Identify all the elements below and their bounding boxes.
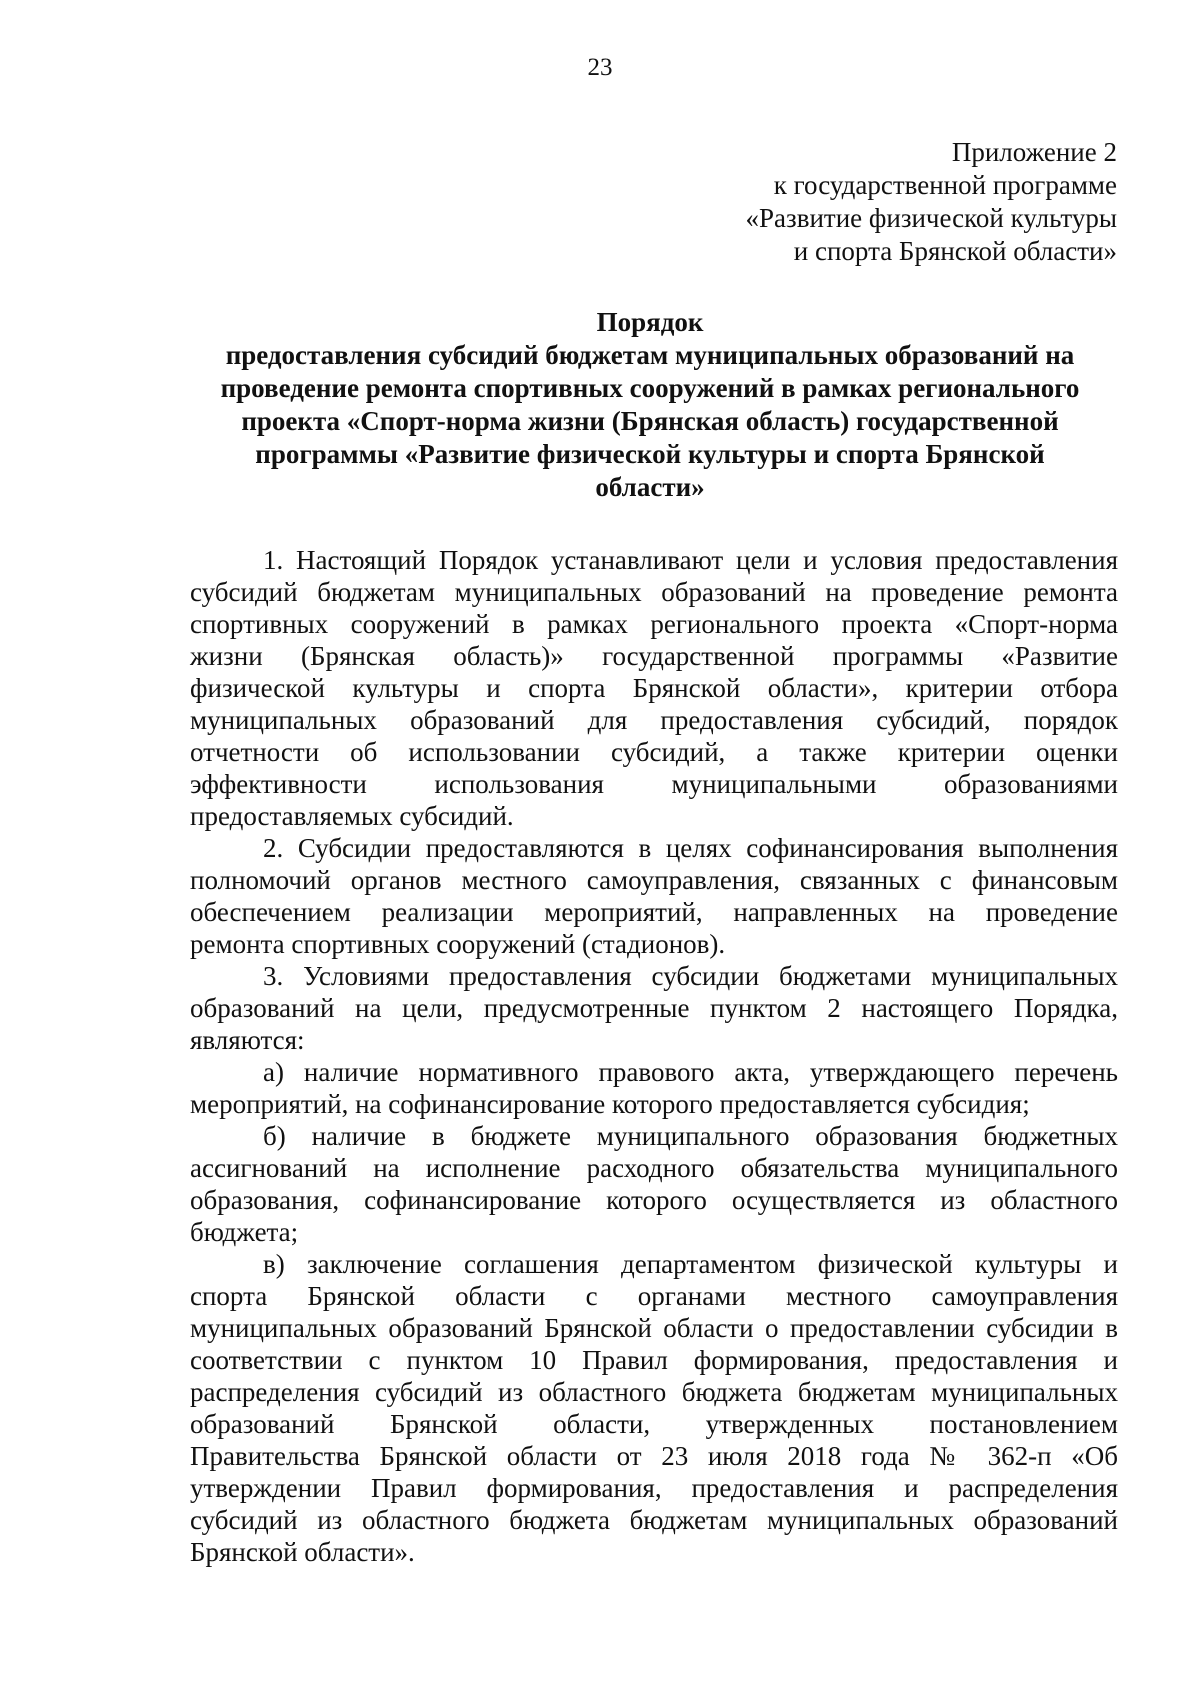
text-line: образований на цели, предусмотренные пунктом 2 настоящего Порядка, [190, 993, 1118, 1023]
title-line: предоставления субсидий бюджетам муниципальных образований на [225, 340, 1075, 370]
title-line: проведение ремонта спортивных сооружений в рамках регионального [220, 373, 1080, 403]
text-line: субсидий бюджетам муниципальных образований на проведение ремонта [190, 577, 1118, 607]
text-line: образований Брянской области, утвержденных постановлением [190, 1409, 1118, 1439]
text-line: образования, софинансирование которого осуществляется из областного [190, 1185, 1118, 1215]
document-title [180, 306, 1120, 504]
paragraph-3b [190, 1120, 1118, 1248]
appendix-line: «Развитие физической культуры [745, 203, 1117, 233]
title-line: программы «Развитие физической культуры и спорта Брянской [255, 439, 1045, 469]
text-line: 2. Субсидии предоставляются в целях софинансирования выполнения [263, 833, 1118, 863]
text-line: спортивных сооружений в рамках регионального проекта «Спорт-норма [190, 609, 1118, 639]
text-line: соответствии с пунктом 10 Правил формирования, предоставления и [190, 1345, 1118, 1375]
text-line: Брянской области». [190, 1537, 415, 1567]
text-line: бюджета; [190, 1217, 299, 1247]
appendix-line: к государственной программе [773, 170, 1117, 200]
text-line: муниципальных образований для предоставления субсидий, порядок [190, 705, 1118, 735]
text-line: а) наличие нормативного правового акта, утверждающего перечень [263, 1057, 1118, 1087]
text-line: обеспечением реализации мероприятий, направленных на проведение [190, 897, 1118, 927]
page-number: 23 [587, 54, 613, 81]
text-line: спорта Брянской области с органами местного самоуправления [190, 1281, 1118, 1311]
text-line: являются: [190, 1025, 305, 1055]
text-line: субсидий из областного бюджета бюджетам муниципальных образований [190, 1505, 1118, 1535]
text-line: ремонта спортивных сооружений (стадионов). [190, 929, 726, 959]
text-line: эффективности использования муниципальными образованиями [190, 769, 1118, 799]
title-line: Порядок [596, 307, 704, 337]
appendix-line: Приложение 2 [951, 137, 1117, 167]
paragraph-3 [190, 960, 1118, 1056]
text-line: полномочий органов местного самоуправления, связанных с финансовым [190, 865, 1118, 895]
text-line: отчетности об использовании субсидий, а также критерии оценки [190, 737, 1118, 767]
text-line: распределения субсидий из областного бюджета бюджетам муниципальных [190, 1377, 1118, 1407]
paragraph-1 [190, 544, 1118, 832]
title-line: проекта «Спорт-норма жизни (Брянская область) государственной [241, 406, 1059, 436]
title-line: области» [595, 472, 705, 502]
text-line: мероприятий, на софинансирование которого предоставляется субсидия; [190, 1089, 1030, 1119]
text-line: б) наличие в бюджете муниципального образования бюджетных [263, 1121, 1118, 1151]
appendix-line: и спорта Брянской области» [793, 236, 1117, 266]
text-line: муниципальных образований Брянской области о предоставлении субсидии в [190, 1313, 1118, 1343]
appendix-header [600, 136, 1117, 268]
paragraph-3a [190, 1056, 1118, 1120]
text-line: утверждении Правил формирования, предоставления и распределения [190, 1473, 1118, 1503]
paragraph-3c [190, 1248, 1118, 1568]
paragraph-2 [190, 832, 1118, 960]
text-line: в) заключение соглашения департаментом физической культуры и [263, 1249, 1118, 1279]
document-body [190, 544, 1118, 1568]
text-line: физической культуры и спорта Брянской области», критерии отбора [190, 673, 1118, 703]
text-line: Правительства Брянской области от 23 июля 2018 года № 362-п «Об [190, 1441, 1118, 1471]
text-line: жизни (Брянская область)» государственной программы «Развитие [190, 641, 1118, 671]
text-line: 3. Условиями предоставления субсидии бюджетами муниципальных [263, 961, 1118, 991]
text-line: ассигнований на исполнение расходного обязательства муниципального [190, 1153, 1118, 1183]
text-line: 1. Настоящий Порядок устанавливают цели и условия предоставления [263, 545, 1118, 575]
text-line: предоставляемых субсидий. [190, 801, 514, 831]
